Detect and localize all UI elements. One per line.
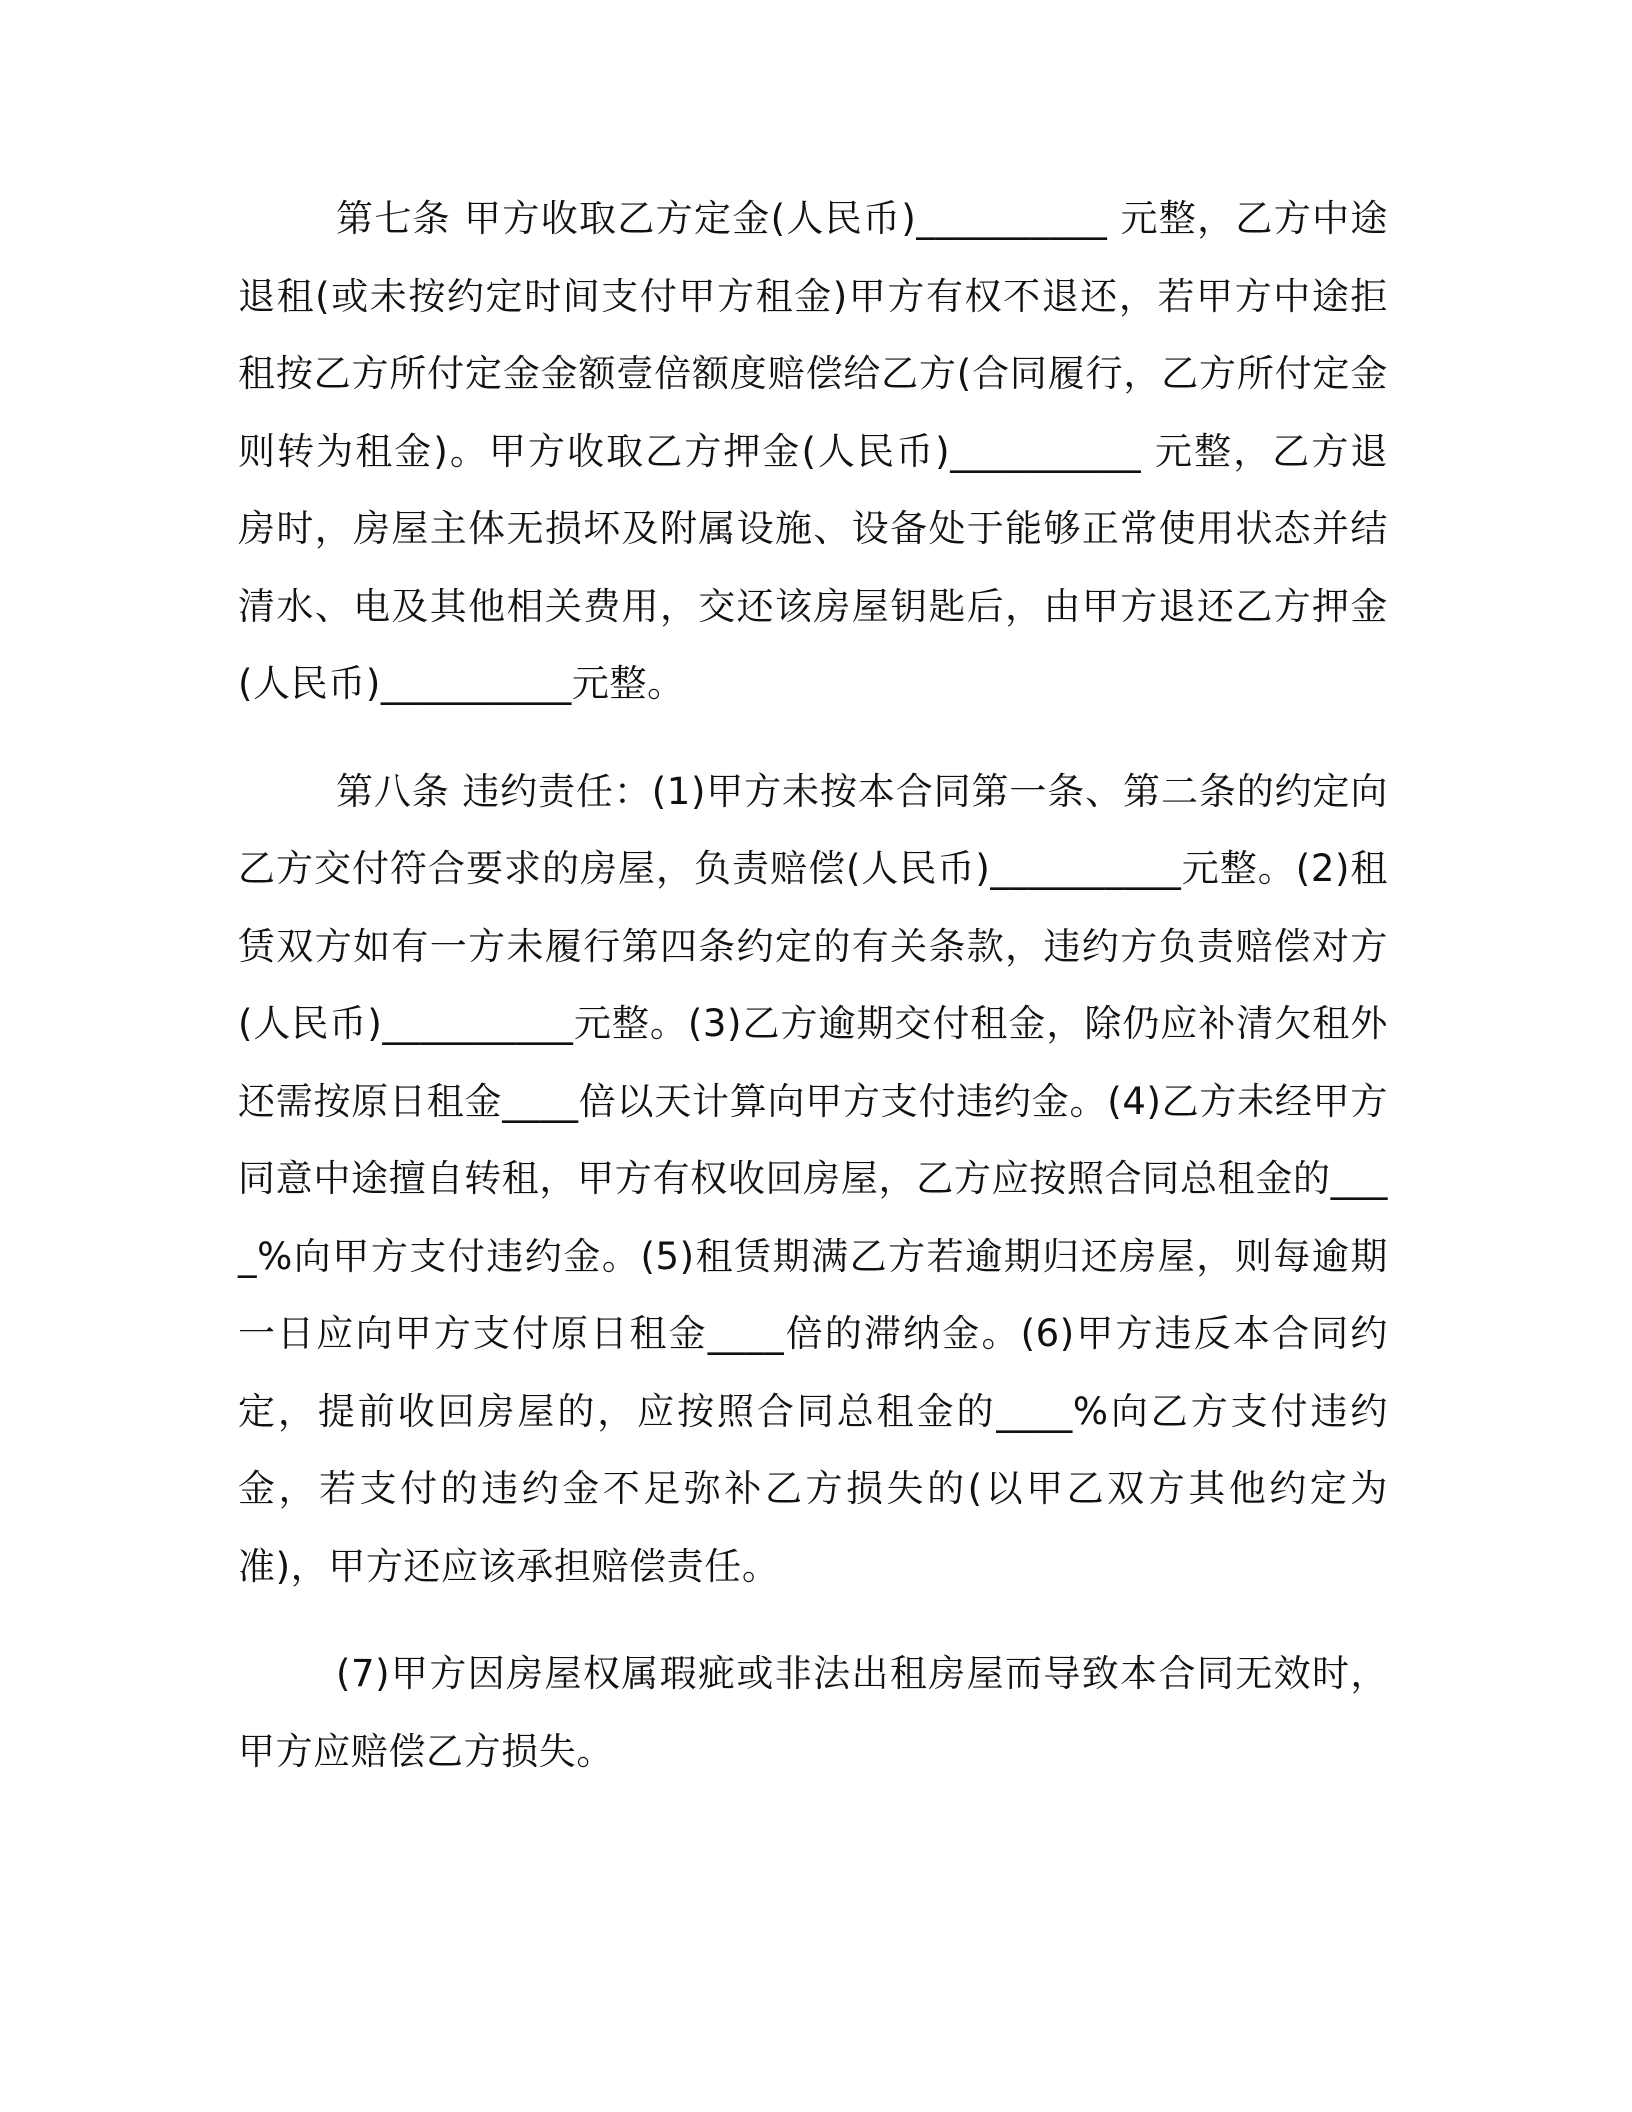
article-7-paragraph: 第七条 甲方收取乙方定金(人民币)__________ 元整，乙方中途退租(或未按约定时间支付甲方租金)甲方有权不退还，若甲方中途拒租按乙方所付定金金额壹倍额度赔偿给乙方(合同履行，乙方所付定金则转为租金)。甲方收取乙方押金(人民币)__________ 元整，乙方退房时，房屋主体无损坏及附属设施、设备处于能够正常使用状态并结清水、电及其他相关费用，交还该房屋钥匙后，由甲方退还乙方押金(人民币)__________元整。 [238,197,1388,705]
clause-7-paragraph: (7)甲方因房屋权属瑕疵或非法出租房屋而导致本合同无效时，甲方应赔偿乙方损失。 [238,1652,1388,1773]
document-body [238,180,1388,1790]
article-8-paragraph: 第八条 违约责任：(1)甲方未按本合同第一条、第二条的约定向乙方交付符合要求的房屋，负责赔偿(人民币)__________元整。(2)租赁双方如有一方未履行第四条约定的有关条款，违约方负责赔偿对方(人民币)__________元整。(3)乙方逾期交付租金，除仍应补清欠租外还需按原日租金____倍以天计算向甲方支付违约金。(4)乙方未经甲方同意中途擅自转租，甲方有权收回房屋，乙方应按照合同总租金的____%向甲方支付违约金。(5)租赁期满乙方若逾期归还房屋，则每逾期一日应向甲方支付原日租金____倍的滞纳金。(6)甲方违反本合同约定，提前收回房屋的，应按照合同总租金的____%向乙方支付违约金，若支付的违约金不足弥补乙方损失的(以甲乙双方其他约定为准)，甲方还应该承担赔偿责任。 [238,769,1388,1588]
